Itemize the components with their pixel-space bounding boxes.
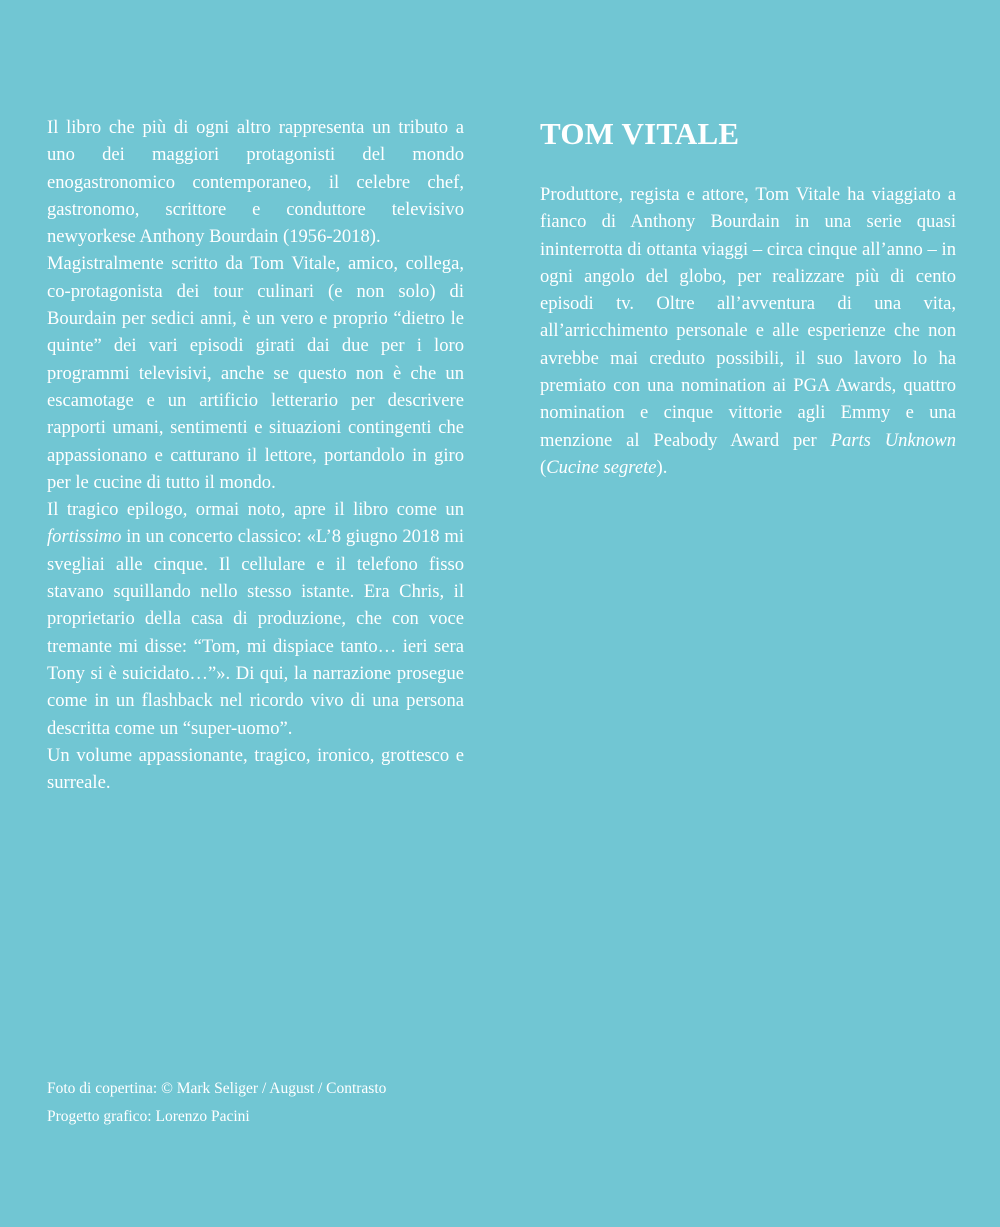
synopsis-emphasis: fortissimo [47, 526, 122, 548]
graphic-design-credit: Progetto grafico: Lorenzo Pacini [47, 1108, 250, 1125]
synopsis-column [47, 114, 464, 796]
synopsis-paragraph [47, 742, 464, 797]
show-title-italian: Cucine segrete [546, 456, 657, 478]
bio-text: ( [540, 456, 547, 478]
synopsis-paragraph [47, 114, 464, 250]
synopsis-text: Il libro che più di ogni altro rappresenta un tributo a uno dei maggiori protagonisti del mondo enogastronomico contemporaneo, il celebre chef, gastronomo, scrittore e conduttore televisivo newyorkese Anthony Bourdain (1956-2018). [47, 117, 464, 248]
synopsis-text: Un volume appassionante, tragico, ironico, grottesco e surreale. [47, 744, 464, 794]
credits [47, 1075, 386, 1131]
synopsis-paragraph [47, 496, 464, 742]
synopsis-text: Il tragico epilogo, ormai noto, apre il libro come un [47, 499, 464, 521]
author-name: TOM VITALE [540, 116, 740, 151]
author-bio [540, 181, 956, 481]
synopsis-text: in un concerto classico: «L’8 giugno 2018 mi svegliai alle cinque. Il cellulare e il telefono fisso stavano squillando nello stesso istante. Era Chris, il proprietario della casa di produzione, che con voce tremante mi disse: “Tom, mi dispiace tanto… ieri sera Tony si è suicidato…”». Di qui, la narrazione prosegue come in un flashback nel ricordo vivo di una persona descritta come un “super-uomo”. [47, 526, 464, 739]
show-title: Parts Unknown [830, 429, 957, 451]
synopsis-paragraph [47, 250, 464, 496]
bio-text: ). [656, 456, 668, 478]
author-column [540, 114, 956, 481]
bio-text: Produttore, regista e attore, Tom Vitale ha viaggiato a fianco di Anthony Bourdain in una serie quasi ininterrotta di ottanta viaggi – circa cinque all’anno – in ogni angolo del globo, per realizzare più di cento episodi tv. Oltre all’avventura di una vita, all’arricchimento personale e alle esperienze che non avrebbe mai creduto possibili, il suo lavoro lo ha premiato con una nomination ai PGA Awards, quattro nomination e cinque vittorie agli Emmy e una menzione al Peabody Award per [540, 184, 956, 451]
synopsis-text: Magistralmente scritto da Tom Vitale, amico, collega, co-protagonista dei tour culinari (e non solo) di Bourdain per sedici anni, è un vero e proprio “dietro le quinte” dei vari episodi girati dai due per i loro programmi televisivi, anche se questo non è che un escamotage e un artificio letterario per descrivere rapporti umani, sentimenti e situazioni contingenti che appassionano e catturano il lettore, portandolo in giro per le cucine di tutto il mondo. [47, 253, 464, 493]
cover-photo-credit: Foto di copertina: © Mark Seliger / August / Contrasto [47, 1080, 387, 1097]
